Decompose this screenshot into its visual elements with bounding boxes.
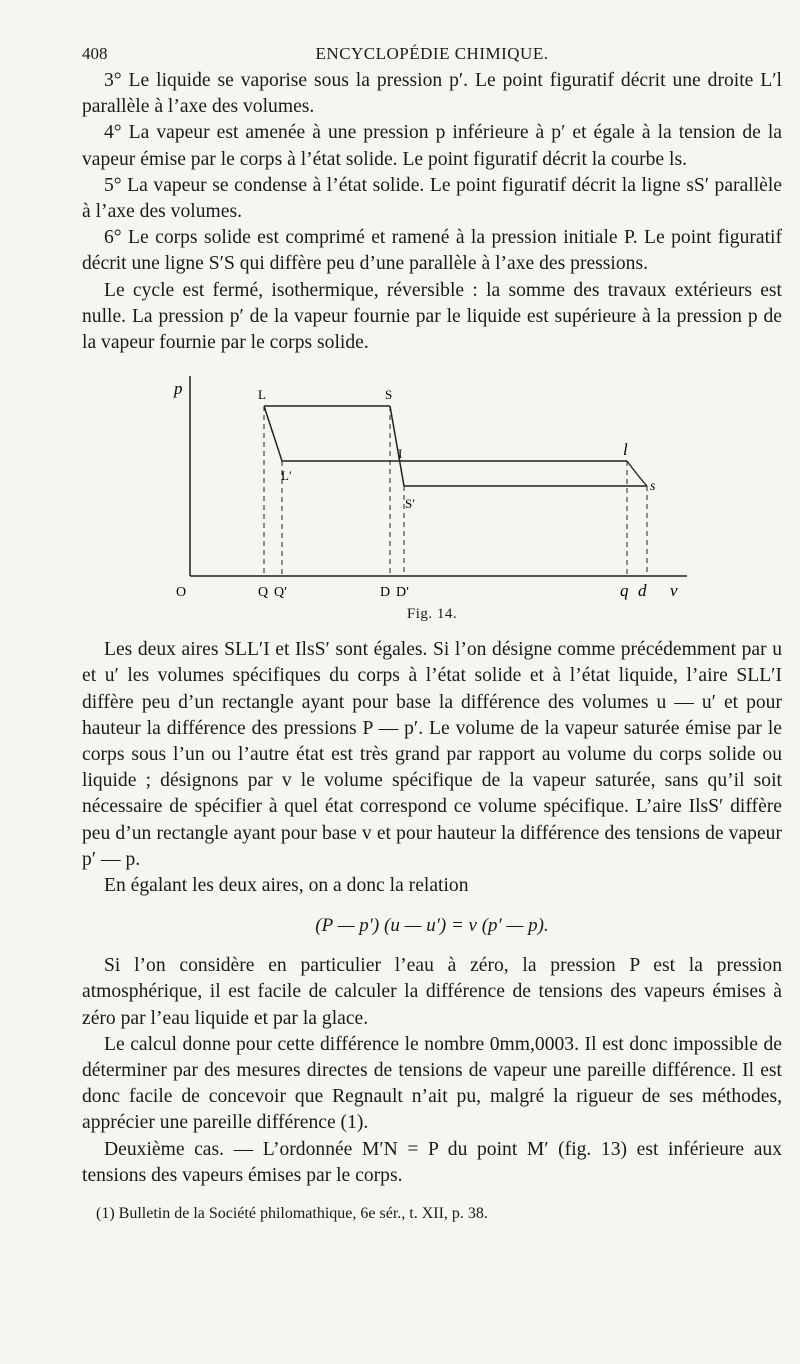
label-Sp: S′	[405, 496, 416, 512]
label-Lp: L′	[281, 468, 292, 484]
label-p: p	[174, 379, 183, 399]
label-D: D	[380, 585, 391, 601]
label-s: s	[650, 479, 656, 495]
paragraph: En égalant les deux aires, on a donc la relation	[104, 875, 469, 897]
paragraph: 4° La vapeur est amenée à une pression p inférieure à p′ et égale à la tension de la vapeur émise par le corps à l’état solide. Le point figuratif décrit la courbe ls.	[82, 122, 782, 170]
label-Qp: Q′	[274, 585, 288, 601]
label-v: v	[670, 581, 678, 601]
label-L: L	[258, 387, 266, 403]
figure-caption: Fig. 14.	[406, 606, 458, 623]
paragraph: Les deux aires SLL′I et IlsS′ sont égales. Si l’on désigne comme précédemment par u et u′ les volumes spécifiques du corps à l’état solide et à l’état liquide, l’aire SLL′I diffère peu d’un rectangle ayant pour base la différence des volumes u — u′ et pour hauteur la différence des pressions P — p′. Le volume de la vapeur saturée émise par le corps sous l’un ou l’autre état est très grand par rapport au volume du corps solide ou liquide ; désignons par v le volume spécifique de la vapeur saturée, sans qu’il soit nécessaire de spécifier à quel état correspond ce volume spécifique. L’aire IlsS′ diffère peu d’un rectangle ayant pour base v et pour hauteur la différence des tensions de vapeur p′ — p.	[82, 639, 782, 870]
paragraph: 5° La vapeur se condense à l’état solide. Le point figuratif décrit la ligne sS′ parallèle à l’axe des volumes.	[82, 174, 782, 223]
line-LLp	[264, 406, 282, 461]
paragraph: Le calcul donne pour cette différence le nombre 0mm,0003. Il est donc impossible de déterminer par des mesures directes de tensions de vapeur une pareille différence. Il est donc facile de concevoir que Regnault n’ait pu, malgré la rigueur de ses méthodes, apprécier une pareille différence (1).	[82, 1033, 782, 1134]
label-Q: Q	[258, 585, 269, 601]
label-Dp: D′	[396, 585, 410, 601]
running-header	[82, 40, 782, 68]
paragraph: Si l’on considère en particulier l’eau à zéro, la pression P est la pression atmosphérique, il est facile de calculer la différence de tensions des vapeurs émises à zéro par l’eau liquide et par la glace.	[82, 955, 782, 1029]
cycle-diagram	[82, 366, 782, 606]
footnote: (1) Bulletin de la Société philomathique, 6e sér., t. XII, p. 38.	[96, 1205, 488, 1223]
label-l: l	[623, 440, 628, 460]
paragraph: 3° Le liquide se vaporise sous la pression p′. Le point figuratif décrit une droite L′l parallèle à l’axe des volumes.	[82, 70, 782, 118]
label-origin: O	[176, 585, 187, 601]
paragraph: Deuxième cas. — L’ordonnée M′N = P du point M′ (fig. 13) est inférieure aux tensions des vapeurs émises par le corps.	[82, 1138, 782, 1186]
label-I: I	[398, 446, 403, 462]
paragraph: Le cycle est fermé, isothermique, réversible : la somme des travaux extérieurs est nulle. La pression p′ de la vapeur fournie par le liquide est supérieure à la pression p de la vapeur fournie par le corps solide.	[82, 279, 782, 354]
page-number: 408	[82, 44, 108, 63]
figure-14	[82, 366, 782, 606]
label-q: q	[620, 581, 629, 601]
label-d: d	[638, 581, 647, 601]
curve-ls	[627, 461, 647, 486]
label-S: S	[385, 387, 393, 403]
paragraph: 6° Le corps solide est comprimé et ramené à la pression initiale P. Le point figuratif décrit une ligne S′S qui diffère peu d’une parallèle à l’axe des pressions.	[82, 227, 782, 275]
equation: (P — p′) (u — u′) = v (p′ — p).	[315, 915, 549, 937]
running-title: ENCYCLOPÉDIE CHIMIQUE.	[315, 44, 549, 63]
page	[82, 40, 782, 1227]
